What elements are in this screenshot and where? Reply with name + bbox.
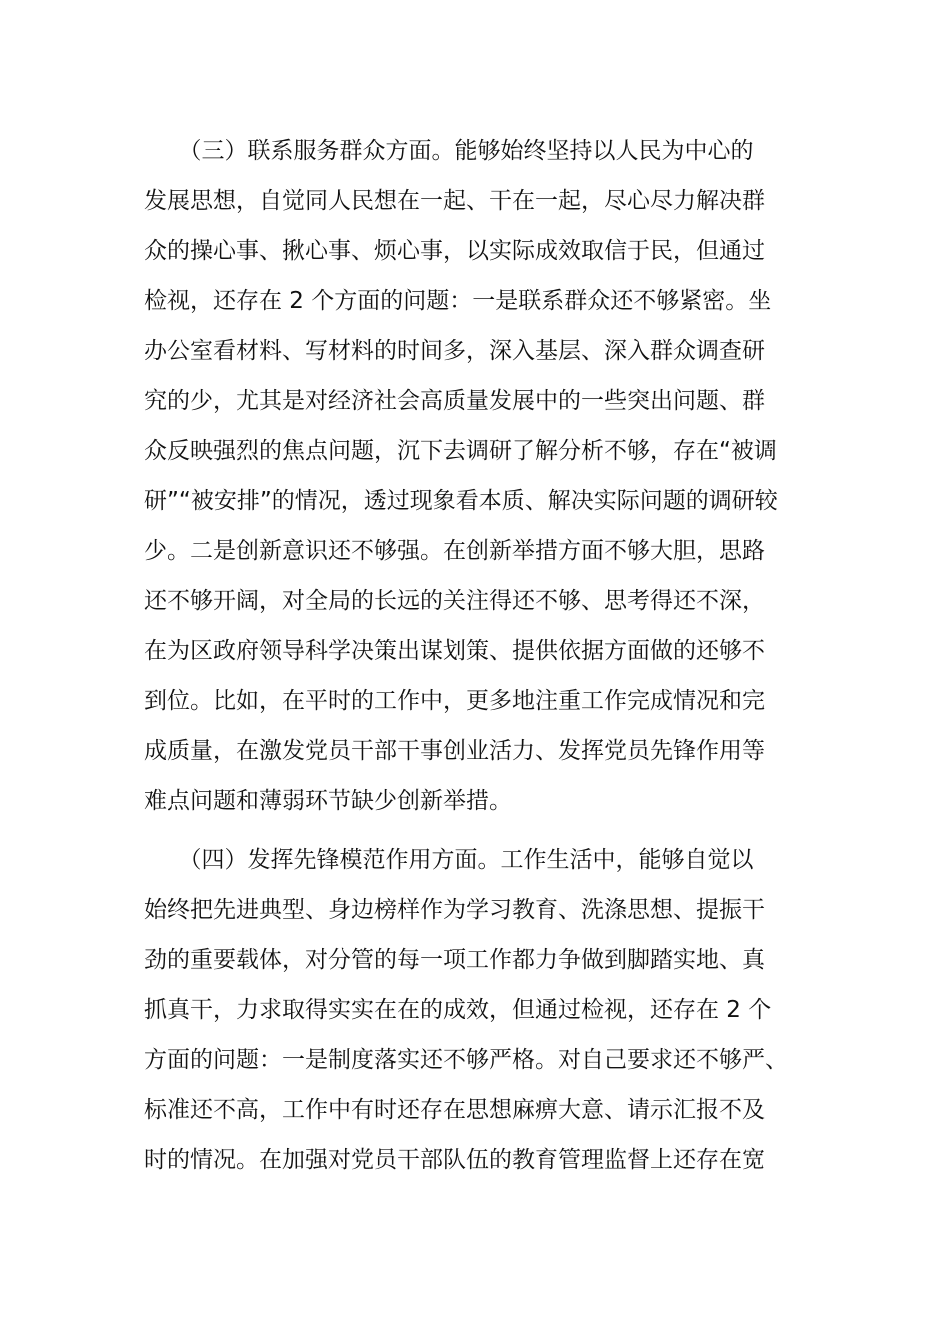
text-line: 到位。比如，在平时的工作中，更多地注重工作完成情况和完 bbox=[144, 688, 765, 714]
text-line: 还不够开阔，对全局的长远的关注得还不够、思考得还不深， bbox=[144, 588, 765, 614]
text-line: 检视，还存在 2 个方面的问题：一是联系群众还不够紧密。坐 bbox=[144, 288, 772, 314]
text-line: （四）发挥先锋模范作用方面。工作生活中，能够自觉以 bbox=[144, 847, 754, 873]
text-line: 始终把先进典型、身边榜样作为学习教育、洗涤思想、提振干 bbox=[144, 897, 765, 923]
text-line: （三）联系服务群众方面。能够始终坚持以人民为中心的 bbox=[144, 138, 754, 164]
text-line: 众反映强烈的焦点问题，沉下去调研了解分析不够，存在“被调 bbox=[144, 438, 777, 464]
text-line: 成质量，在激发党员干部干事创业活力、发挥党员先锋作用等 bbox=[144, 738, 765, 764]
text-line: 方面的问题：一是制度落实还不够严格。对自己要求还不够严、 bbox=[144, 1047, 788, 1073]
paragraph-section-3 bbox=[144, 126, 824, 826]
text-line: 劲的重要载体，对分管的每一项工作都力争做到脚踏实地、真 bbox=[144, 947, 765, 973]
text-line: 办公室看材料、写材料的时间多，深入基层、深入群众调查研 bbox=[144, 338, 765, 364]
text-line: 抓真干，力求取得实实在在的成效，但通过检视，还存在 2 个 bbox=[144, 997, 772, 1023]
text-line: 究的少，尤其是对经济社会高质量发展中的一些突出问题、群 bbox=[144, 388, 765, 414]
text-line: 发展思想，自觉同人民想在一起、干在一起，尽心尽力解决群 bbox=[144, 188, 765, 214]
paragraph-section-4 bbox=[144, 835, 824, 1185]
text-line: 少。二是创新意识还不够强。在创新举措方面不够大胆，思路 bbox=[144, 538, 765, 564]
text-line: 难点问题和薄弱环节缺少创新举措。 bbox=[144, 788, 512, 814]
text-line: 在为区政府领导科学决策出谋划策、提供依据方面做的还够不 bbox=[144, 638, 765, 664]
text-line: 标准还不高，工作中有时还存在思想麻痹大意、请示汇报不及 bbox=[144, 1097, 765, 1123]
text-line: 研”“被安排”的情况，透过现象看本质、解决实际问题的调研较 bbox=[144, 488, 778, 514]
text-line: 时的情况。在加强对党员干部队伍的教育管理监督上还存在宽 bbox=[144, 1147, 765, 1173]
text-line: 众的操心事、揪心事、烦心事，以实际成效取信于民，但通过 bbox=[144, 238, 765, 264]
